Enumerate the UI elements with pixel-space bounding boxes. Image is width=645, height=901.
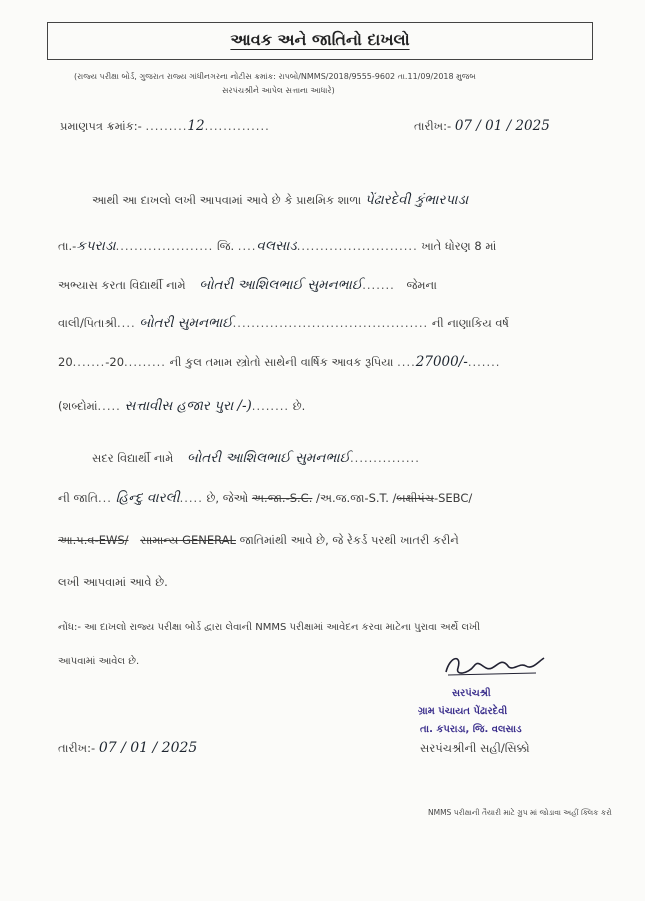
- cert-number-label: પ્રમાણપત્ર ક્રમાંક:-: [60, 119, 142, 133]
- guardian-name: બોતરી સુમનભાઈ: [139, 315, 233, 331]
- signature-mark: [440, 648, 550, 682]
- body-line-3-tail: જેમના: [406, 278, 437, 292]
- body-line-2: તા.-કપરાડા..................... જિ. ....વલસાડ.......................... ખાતે ધોરણ 8 માં: [58, 238, 497, 254]
- income-words-label: (શબ્દોમાં: [58, 399, 98, 413]
- note-line-1: નોંધ:- આ દાખલો રાજ્ય પરીક્ષા બોર્ડ દ્વારા લેવાની NMMS પરીક્ષામાં આવેદન કરવા માટેના પુરાવા અર્થે લખી: [58, 622, 481, 633]
- notice-line-1: (રાજ્ય પરીક્ષા બોર્ડ, ગુજરાત રાજ્ય ગાંધીનગરના નોટીસ ક્રમાંક: રાપબો/NMMS/2018/9555-9602 તા.11/09/2018 મુજબ: [74, 72, 476, 81]
- body-line-9-tail: જાતિમાંથી આવે છે, જે રેકર્ડ પરથી ખાતરી કરીને: [239, 533, 459, 547]
- taluka-value: કપરાડા: [76, 238, 116, 254]
- district-label: જિ.: [217, 239, 235, 253]
- cert-number-row: પ્રમાણપત્ર ક્રમાંક:- .........12..............: [60, 118, 270, 134]
- student-name-repeat: બોતરી આશિલભાઈ સુમનભાઈ: [187, 450, 351, 466]
- issue-date-label: તારીખ:-: [414, 119, 452, 133]
- bottom-date-row: [58, 740, 197, 756]
- issue-date-value: 07 / 01 / 2025: [454, 118, 550, 134]
- body-line-10: લખી આપવામાં આવે છે.: [58, 575, 168, 589]
- option-ews: આ.પ.વ-EWS/: [58, 533, 129, 547]
- caste-label: ની જાતિ: [58, 491, 98, 505]
- district-value: વલસાડ: [256, 238, 297, 254]
- income-words: સત્તાવીસ હજાર પુરા /-): [124, 398, 252, 414]
- student-name: બોતરી આશિલભાઈ સુમનભાઈ: [199, 277, 363, 293]
- body-line-5-text: ની કુલ તમામ સ્ત્રોતો સાથેની વાર્ષિક આવક રૂપિયા: [169, 355, 394, 369]
- cert-number-value: 12: [187, 118, 205, 134]
- body-line-3-text: અભ્યાસ કરતા વિદ્યાર્થી નામે: [58, 278, 186, 292]
- body-line-7: સદર વિદ્યાર્થી નામે બોતરી આશિલભાઈ સુમનભાઈ...............: [92, 450, 420, 466]
- body-line-2-tail: ખાતે ધોરણ 8 માં: [421, 239, 497, 253]
- option-st: /અ.જ.જા-S.T.: [316, 491, 389, 505]
- footer-link[interactable]: NMMS પરીક્ષાની તૈયારી માટે ગ્રુપ માં જોડાવા અહીં ક્લિક કરો: [428, 808, 612, 817]
- body-line-8: ની જાતિ... હિન્દુ વારલી..... છે, જેઓ અ.જા.-S.C. /અ.જ.જા-S.T. /બક્ષીપંચ-SEBC/: [58, 490, 473, 506]
- guardian-label: વાલી/પિતાશ્રી: [58, 316, 118, 330]
- caste-mid-text: છે, જેઓ: [206, 491, 249, 505]
- issue-date-row: [414, 118, 550, 134]
- body-line-6: (શબ્દોમાં..... સત્તાવીસ હજાર પુરા /-)........ છે.: [58, 398, 306, 414]
- body-line-1: [92, 192, 468, 208]
- body-line-9: [58, 533, 459, 548]
- note-line-2: આપવામાં આવેલ છે.: [58, 656, 140, 667]
- school-name: પેંઢારદેવી કુંભારપાડા: [364, 192, 469, 208]
- body-line-5: 20.......-20......... ની કુલ તમામ સ્ત્રોતો સાથેની વાર્ષિક આવક રૂપિયા ....27000/-.......: [58, 354, 501, 370]
- option-sebc-struck: બક્ષીપંચ: [396, 491, 434, 505]
- body-line-6-tail: છે.: [292, 399, 306, 413]
- option-general: સામાન્ય GENERAL: [140, 533, 236, 547]
- taluka-label: તા.-: [58, 239, 77, 253]
- certificate-title-box: [47, 22, 593, 60]
- year-from: 20: [58, 355, 73, 369]
- year-to: -20: [105, 355, 125, 369]
- signature-caption: સરપંચશ્રીની સહી/સિક્કો: [420, 741, 530, 755]
- option-sebc: -SEBC/: [433, 491, 473, 505]
- caste-value: હિન્દુ વારલી: [115, 490, 180, 506]
- certificate-title: આવક અને જાતિનો દાખલો: [230, 30, 410, 49]
- stamp-line-1: સરપંચશ્રી: [452, 688, 491, 699]
- body-line-4: વાલી/પિતાશ્રી.... બોતરી સુમનભાઈ.......................................... ની નાણાકિય વર્ષ: [58, 315, 509, 331]
- bottom-date-label: તારીખ:-: [58, 741, 96, 755]
- option-sebc-prefix: /: [392, 491, 397, 505]
- body-line-1-text: આથી આ દાખલો લખી આપવામાં આવે છે કે પ્રાથમિક શાળા: [92, 193, 362, 207]
- bottom-date-value: 07 / 01 / 2025: [98, 740, 198, 756]
- body-line-7-text: સદર વિદ્યાર્થી નામે: [92, 451, 174, 465]
- body-line-3: અભ્યાસ કરતા વિદ્યાર્થી નામે બોતરી આશિલભાઈ સુમનભાઈ....... જેમના: [58, 277, 437, 293]
- stamp-line-2: ગ્રામ પંચાયત પેંઢારદેવી: [418, 706, 508, 717]
- option-sc: અ.જા.-S.C.: [251, 491, 313, 505]
- notice-line-2: સરપંચશ્રીને આપેલ સત્તાના આધારે): [222, 86, 335, 95]
- body-line-4-tail: ની નાણાકિય વર્ષ: [431, 316, 509, 330]
- stamp-line-3: તા. કપરાડા, જિ. વલસાડ: [420, 724, 522, 735]
- income-amount: 27000/-: [415, 354, 468, 370]
